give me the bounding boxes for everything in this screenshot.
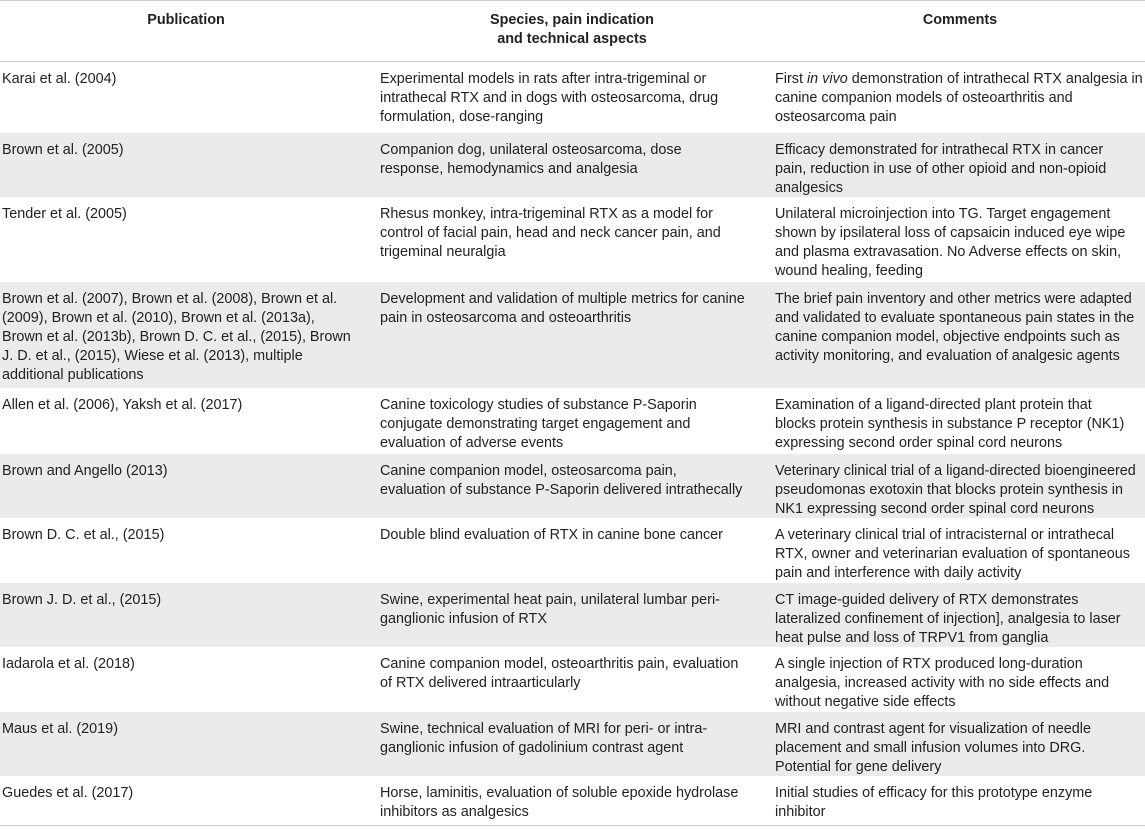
- species-cell: Canine companion model, osteoarthritis pain, evaluation of RTX delivered intraarticularly: [380, 656, 739, 691]
- table-row: [0, 62, 1145, 133]
- table-header: [0, 0, 1145, 62]
- species-cell: Experimental models in rats after intra-trigeminal or intrathecal RTX and in dogs with osteosarcoma, drug formulation, dose-ranging: [380, 71, 719, 125]
- species-cell: Double blind evaluation of RTX in canine bone cancer: [380, 527, 723, 543]
- comments-text: First: [775, 71, 807, 87]
- species-cell: Rhesus monkey, intra-trigeminal RTX as a model for control of facial pain, head and neck cancer pain, and trigeminal neuralgia: [380, 206, 721, 260]
- table-row: [0, 197, 1145, 282]
- table-row: [0, 454, 1145, 518]
- comments-cell: CT image-guided delivery of RTX demonstrates lateralized confinement of injection], analgesia to laser heat pulse and loss of TRPV1 from ganglia: [775, 592, 1121, 646]
- publication-cell: Brown J. D. et al., (2015): [2, 592, 162, 608]
- table-row: [0, 712, 1145, 776]
- table-row: [0, 647, 1145, 712]
- table-row: [0, 133, 1145, 197]
- comments-italic-text: in vivo: [806, 71, 848, 87]
- table-row: [0, 388, 1145, 454]
- table-bottom-rule: [0, 825, 1145, 826]
- species-cell: Swine, experimental heat pain, unilateral lumbar peri- ganglionic infusion of RTX: [380, 592, 720, 627]
- table-row: [0, 776, 1145, 825]
- table-row: [0, 583, 1145, 647]
- comments-text: demonstration of intrathecal RTX analgesia in canine companion models of osteoarthritis and osteosarcoma pain: [775, 71, 1143, 125]
- comments-cell: Efficacy demonstrated for intrathecal RTX in cancer pain, reduction in use of other opioid and non-opioid analgesics: [775, 142, 1107, 196]
- comments-cell: MRI and contrast agent for visualization of needle placement and small infusion volumes into DRG. Potential for gene delivery: [775, 721, 1091, 775]
- comments-cell: Unilateral microinjection into TG. Target engagement shown by ipsilateral loss of capsaicin induced eye wipe and plasma extravasation. No Adverse effects on skin, wound healing, feeding: [775, 206, 1126, 279]
- species-cell: Canine toxicology studies of substance P-Saporin conjugate demonstrating target engagement and evaluation of adverse events: [380, 397, 697, 451]
- species-cell: Companion dog, unilateral osteosarcoma, dose response, hemodynamics and analgesia: [380, 142, 682, 177]
- publication-cell: Brown et al. (2005): [2, 142, 124, 158]
- publication-cell: Brown et al. (2007), Brown et al. (2008), Brown et al. (2009), Brown et al. (2010), Brown et al. (2013a), Brown et al. (2013b), Brown D. C. et al., (2015), Brown J. D. et al., (2015), Wiese et al. (2013), multiple additional publications: [2, 291, 351, 383]
- table-row: [0, 518, 1145, 583]
- publication-cell: Brown D. C. et al., (2015): [2, 527, 165, 543]
- table-row: [0, 282, 1145, 388]
- species-cell: Swine, technical evaluation of MRI for peri- or intra- ganglionic infusion of gadolinium contrast agent: [380, 721, 708, 756]
- comments-cell: A single injection of RTX produced long-duration analgesia, increased activity with no side effects and without negative side effects: [775, 656, 1110, 710]
- publication-cell: Brown and Angello (2013): [2, 463, 168, 479]
- publication-cell: Iadarola et al. (2018): [2, 656, 135, 672]
- species-cell: Canine companion model, osteosarcoma pain, evaluation of substance P-Saporin delivered intrathecally: [380, 463, 743, 498]
- header-comments: Comments: [922, 12, 998, 28]
- comments-cell: Examination of a ligand-directed plant protein that blocks protein synthesis in substance P receptor (NK1) expressing second order spinal cord neurons: [775, 397, 1125, 451]
- header-species: Species, pain indication and technical aspects: [490, 12, 654, 47]
- comments-cell: Veterinary clinical trial of a ligand-directed bioengineered pseudomonas exotoxin that blocks protein synthesis in NK1 expressing second order spinal cord neurons: [775, 463, 1136, 517]
- publication-cell: Maus et al. (2019): [2, 721, 118, 737]
- publication-cell: Karai et al. (2004): [2, 71, 117, 87]
- publication-cell: Allen et al. (2006), Yaksh et al. (2017): [2, 397, 243, 413]
- comments-cell: [775, 70, 1145, 127]
- comments-cell: The brief pain inventory and other metrics were adapted and validated to evaluate spontaneous pain states in the canine companion model, objective endpoints such as activity monitoring, and evaluation of analgesic agents: [775, 291, 1135, 364]
- publication-cell: Guedes et al. (2017): [2, 785, 134, 801]
- comments-cell: A veterinary clinical trial of intracisternal or intrathecal RTX, owner and veterinarian evaluation of spontaneous pain and interference with daily activity: [775, 527, 1130, 581]
- species-cell: Horse, laminitis, evaluation of soluble epoxide hydrolase inhibitors as analgesics: [380, 785, 739, 820]
- species-cell: Development and validation of multiple metrics for canine pain in osteosarcoma and osteoarthritis: [380, 291, 745, 326]
- publication-cell: Tender et al. (2005): [2, 206, 127, 222]
- comments-cell: Initial studies of efficacy for this prototype enzyme inhibitor: [775, 785, 1093, 820]
- header-publication: Publication: [147, 12, 225, 28]
